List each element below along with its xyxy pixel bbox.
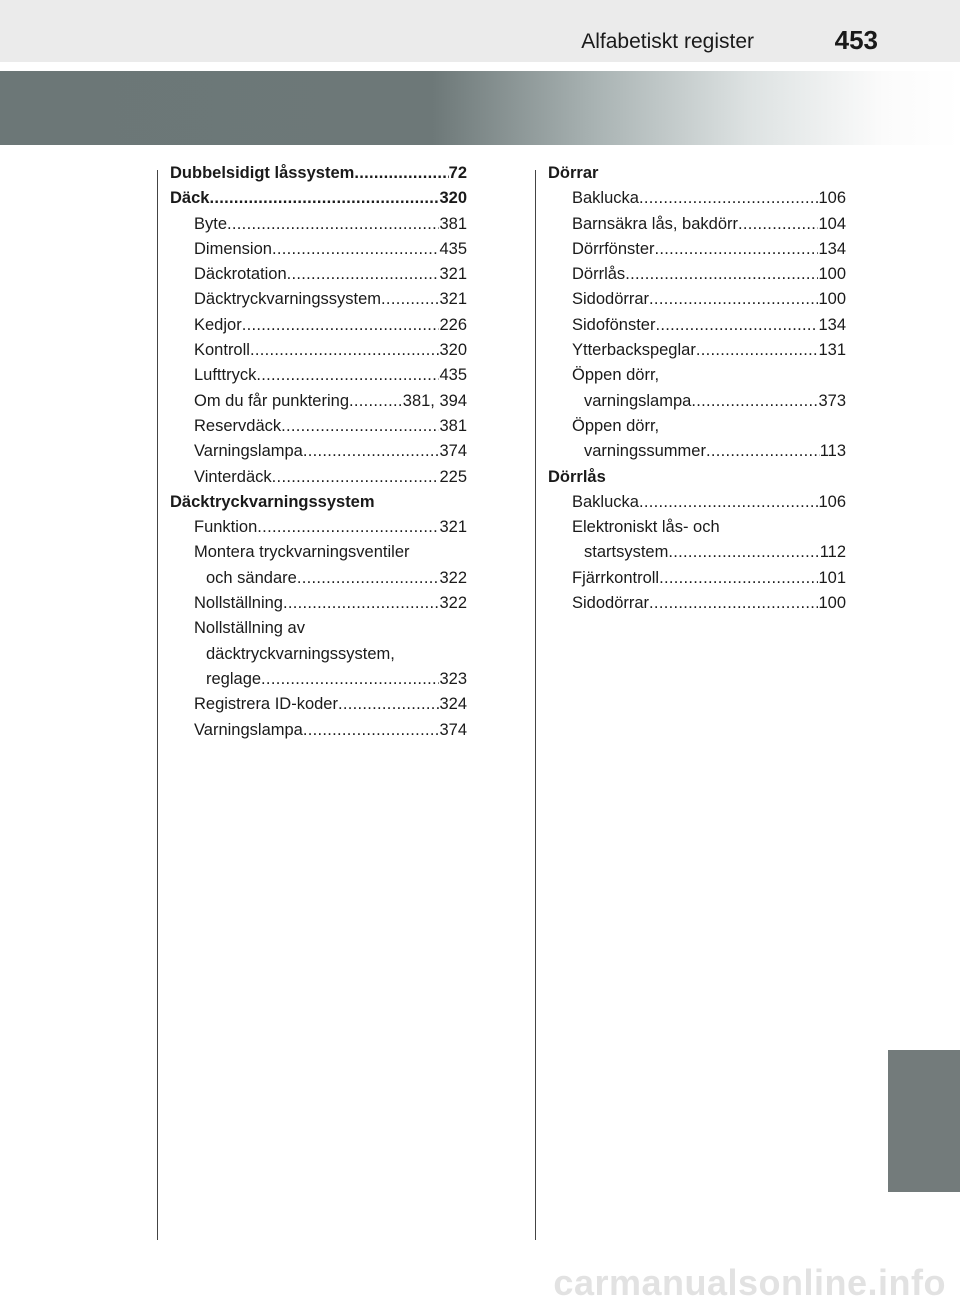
index-entry-label: Reservdäck (194, 416, 282, 435)
dot-leader (250, 338, 440, 363)
index-entry-label: Kedjor (194, 315, 242, 334)
index-entry (548, 161, 846, 186)
index-entry-pages: 134 (818, 239, 846, 258)
index-entry (548, 212, 846, 237)
index-entry-label: Nollställning (194, 594, 283, 613)
index-entry (170, 642, 467, 667)
index-entry (170, 439, 467, 464)
index-entry (170, 414, 467, 439)
index-entry-pages: 226 (439, 315, 467, 334)
dot-leader (287, 262, 440, 287)
index-entry (170, 212, 467, 237)
index-entry (170, 363, 467, 388)
index-entry-label: Registrera ID-koder (194, 695, 338, 714)
index-entry-pages: 100 (818, 290, 846, 309)
dot-leader (256, 363, 439, 388)
index-entry (170, 465, 467, 490)
dot-leader (649, 591, 818, 616)
index-entry-label: Sidodörrar (572, 594, 650, 613)
dot-leader (272, 465, 440, 490)
index-entry-label: Öppen dörr, (572, 416, 660, 435)
dot-leader (257, 515, 439, 540)
index-entry-pages: 320 (439, 341, 467, 360)
dot-leader (354, 161, 448, 186)
index-entry-label: Däckrotation (194, 265, 287, 284)
index-entry (548, 591, 846, 616)
index-entry-label: Varningslampa (194, 720, 303, 739)
index-entry-label: Däck (170, 189, 210, 208)
index-entry-label: Baklucka (572, 189, 639, 208)
index-entry (170, 566, 467, 591)
dot-leader (381, 287, 439, 312)
index-entry (170, 692, 467, 717)
dot-leader (738, 212, 818, 237)
index-entry-label: Däcktryckvarningssystem (194, 290, 382, 309)
index-entry (548, 414, 846, 439)
index-entry-label: startsystem (584, 543, 669, 562)
index-entry (548, 287, 846, 312)
dot-leader (303, 439, 440, 464)
middle-column-rule (535, 170, 536, 1240)
dot-leader (281, 414, 439, 439)
index-entry-pages: 374 (439, 720, 467, 739)
index-entry (170, 186, 467, 211)
index-entry-pages: 320 (439, 189, 467, 208)
index-entry (548, 186, 846, 211)
index-entry (170, 389, 467, 414)
index-entry-label: Om du får punktering (194, 391, 349, 410)
index-entry-pages: 435 (439, 239, 467, 258)
index-entry-pages: 373 (818, 391, 846, 410)
index-entry (548, 389, 846, 414)
index-entry-label: Baklucka (572, 492, 639, 511)
dot-leader (338, 692, 440, 717)
left-column-rule (157, 170, 158, 1240)
index-entry-pages: 134 (818, 315, 846, 334)
index-entry (548, 465, 846, 490)
index-entry (170, 540, 467, 565)
index-entry (170, 591, 467, 616)
index-entry-label: Nollställning av (194, 619, 305, 638)
index-entry-pages: 112 (819, 543, 846, 562)
dot-leader (659, 566, 818, 591)
index-entry-label: Lufttryck (194, 366, 257, 385)
index-entry-label: Dörrlås (572, 265, 626, 284)
index-entry-pages: 381 (439, 214, 467, 233)
index-entry-label: och sändare (206, 568, 297, 587)
index-entry-pages: 101 (818, 568, 846, 587)
index-entry (170, 161, 467, 186)
index-entry-label: reglage (206, 669, 262, 688)
watermark-text: carmanualsonline.info (553, 1262, 946, 1303)
dot-leader (691, 389, 818, 414)
header-strip (0, 0, 960, 62)
dot-leader (639, 186, 819, 211)
dot-leader (283, 591, 440, 616)
index-entry-label: Funktion (194, 518, 258, 537)
index-entry-label: Barnsäkra lås, bakdörr (572, 214, 738, 233)
dot-leader (242, 313, 440, 338)
dot-leader (706, 439, 820, 464)
dot-leader (625, 262, 818, 287)
dot-leader (209, 186, 439, 211)
dot-leader (649, 287, 818, 312)
index-entry (170, 667, 467, 692)
index-entry-pages: 381, 394 (402, 391, 467, 410)
index-entry (170, 262, 467, 287)
index-entry (170, 490, 467, 515)
dot-leader (349, 389, 403, 414)
index-entry-pages: 113 (819, 442, 846, 461)
index-entry (548, 363, 846, 388)
index-entry-pages: 322 (439, 594, 467, 613)
index-entry-label: däcktryckvarningssystem, (206, 644, 395, 663)
index-entry (548, 313, 846, 338)
dot-leader (297, 566, 440, 591)
index-entry-label: Vinterdäck (194, 467, 272, 486)
page-number: 453 (834, 25, 878, 55)
index-column-left (170, 161, 467, 743)
index-entry-label: Kontroll (194, 341, 250, 360)
index-entry-pages: 104 (818, 214, 846, 233)
index-entry-pages: 131 (818, 341, 846, 360)
header-banner (0, 71, 960, 145)
index-entry-pages: 323 (439, 669, 467, 688)
index-entry (548, 338, 846, 363)
index-entry (170, 287, 467, 312)
index-entry (170, 237, 467, 262)
index-column-right (548, 161, 846, 616)
index-entry-label: Sidofönster (572, 315, 656, 334)
dot-leader (303, 718, 440, 743)
index-entry-pages: 321 (439, 265, 467, 284)
index-entry-pages: 322 (439, 568, 467, 587)
dot-leader (227, 212, 439, 237)
index-entry-label: varningssummer (584, 442, 706, 461)
index-entry-pages: 435 (439, 366, 467, 385)
index-entry (170, 515, 467, 540)
index-entry (170, 313, 467, 338)
dot-leader (261, 667, 439, 692)
index-entry-label: Dörrfönster (572, 239, 655, 258)
section-thumb-tab (888, 1050, 960, 1192)
index-entry-pages: 106 (818, 492, 846, 511)
index-entry-label: Elektroniskt lås- och (572, 518, 720, 537)
dot-leader (639, 490, 819, 515)
dot-leader (655, 313, 818, 338)
index-entry (170, 718, 467, 743)
index-entry-label: Dubbelsidigt låssystem (170, 164, 355, 182)
index-entry-label: Öppen dörr, (572, 366, 660, 385)
index-entry-pages: 321 (439, 290, 467, 309)
index-entry (548, 439, 846, 464)
index-entry (548, 540, 846, 565)
index-entry-pages: 100 (818, 265, 846, 284)
index-entry (548, 262, 846, 287)
page-title: Alfabetiskt register (581, 30, 754, 53)
index-entry-label: Däcktryckvarningssystem (170, 492, 375, 511)
dot-leader (655, 237, 819, 262)
index-entry-pages: 106 (818, 189, 846, 208)
index-entry-label: Fjärrkontroll (572, 568, 660, 587)
index-entry-label: Dimension (194, 239, 272, 258)
index-entry-pages: 321 (439, 518, 467, 537)
index-entry-label: Byte (194, 214, 228, 233)
dot-leader (668, 540, 819, 565)
index-entry-label: varningslampa (584, 391, 692, 410)
index-entry-label: Sidodörrar (572, 290, 650, 309)
index-entry (548, 237, 846, 262)
index-entry-label: Montera tryckvarningsventiler (194, 543, 410, 562)
index-entry-label: Dörrlås (548, 467, 606, 486)
index-entry-label: Ytterbackspeglar (572, 341, 696, 360)
index-entry (548, 490, 846, 515)
index-entry-label: Dörrar (548, 164, 599, 182)
dot-leader (696, 338, 819, 363)
index-entry-pages: 381 (439, 416, 467, 435)
index-entry-pages: 72 (448, 164, 467, 182)
index-entry (170, 616, 467, 641)
index-entry-pages: 100 (818, 594, 846, 613)
index-entry (548, 515, 846, 540)
index-entry-label: Varningslampa (194, 442, 303, 461)
index-entry-pages: 225 (439, 467, 467, 486)
index-entry-pages: 324 (439, 695, 467, 714)
index-entry (170, 338, 467, 363)
index-entry-pages: 374 (439, 442, 467, 461)
index-entry (548, 566, 846, 591)
dot-leader (272, 237, 440, 262)
